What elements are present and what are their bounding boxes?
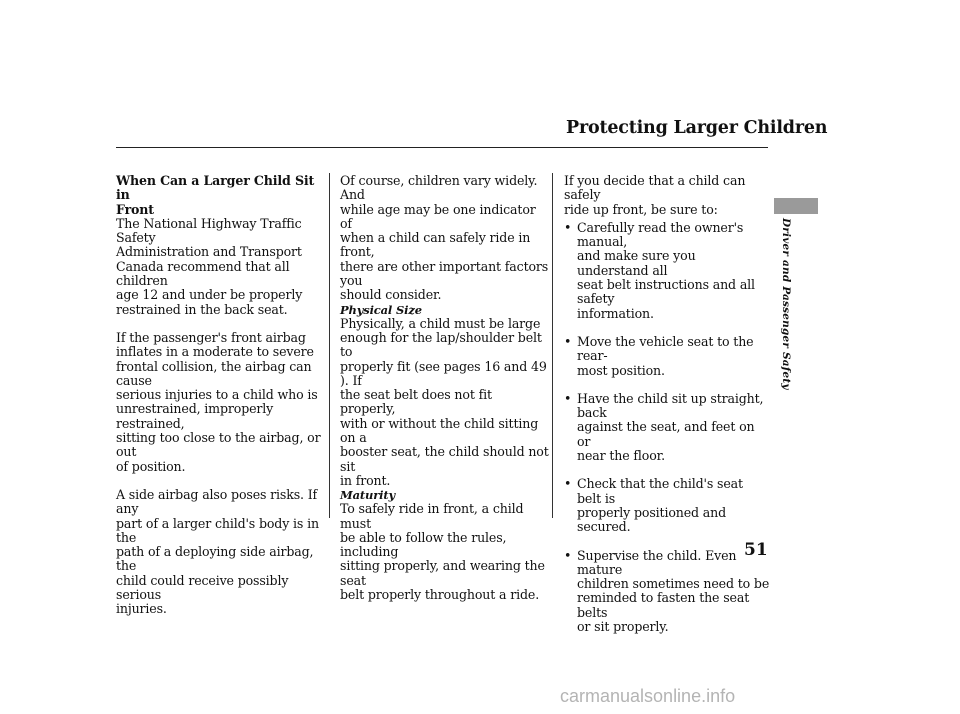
list-item xyxy=(564,221,770,321)
list-item-text: Supervise the child. Even mature children sometimes need to be reminded to fasten the seat belts or sit properly. xyxy=(577,547,770,635)
bullet-icon: • xyxy=(564,547,572,563)
list-item-text: Carefully read the owner's manual, and make sure you understand all seat belt instructions and all safety information. xyxy=(577,219,755,321)
safety-checklist xyxy=(564,221,770,634)
section-heading-larger-child-front: When Can a Larger Child Sit in Front xyxy=(116,173,315,217)
list-item-text: Move the vehicle seat to the rear- most position. xyxy=(577,333,754,378)
header-rule xyxy=(116,147,768,148)
paragraph-side-airbag-risk: A side airbag also poses risks. If any part of a larger child's body is in the path of a deploying side airbag, the child could receive possibly serious injuries. xyxy=(116,486,319,617)
paragraph-children-vary: Of course, children vary widely. And while age may be one indicator of when a child can safely ride in front, there are other important factors you should consider. xyxy=(340,173,549,303)
list-item-text: Have the child sit up straight, back against the seat, and feet on or near the floor. xyxy=(577,390,764,464)
page-number: 51 xyxy=(744,540,768,560)
page-title: Protecting Larger Children xyxy=(566,118,828,138)
list-item xyxy=(564,392,770,463)
subheading-maturity: Maturity xyxy=(340,488,396,503)
list-item-text: Check that the child's seat belt is properly positioned and secured. xyxy=(577,476,743,535)
watermark-text: carmanualsonline.info xyxy=(560,686,736,706)
paragraph-maturity: To safely ride in front, a child must be able to follow the rules, including sitting properly, and wearing the seat belt properly throughout a ride. xyxy=(340,501,545,603)
subheading-physical-size: Physical Size xyxy=(340,302,422,317)
bullet-icon: • xyxy=(564,333,572,349)
paragraph-front-airbag-risk: If the passenger's front airbag inflates in a moderate to severe frontal collision, the airbag can cause serious injuries to a child who is unrestrained, improperly restrained, sitting too close to the airbag, or out of position. xyxy=(116,329,321,474)
list-item xyxy=(564,477,770,534)
bullet-icon: • xyxy=(564,476,572,492)
column-divider-2 xyxy=(552,173,553,518)
column-1 xyxy=(116,174,326,617)
paragraph-ride-up-front: If you decide that a child can safely ride up front, be sure to: xyxy=(564,173,746,217)
section-tab xyxy=(774,198,818,214)
column-2 xyxy=(340,174,550,602)
column-divider-1 xyxy=(329,173,330,518)
list-item xyxy=(564,549,770,635)
bullet-icon: • xyxy=(564,390,572,406)
paragraph-physical-size: Physically, a child must be large enough for the lap/shoulder belt to properly fit (see pages 16 and 49 ). If the seat belt does not fit properly, with or without the child sitting on a booster seat, the child should not sit in front. xyxy=(340,315,549,488)
list-item xyxy=(564,335,770,378)
bullet-icon: • xyxy=(564,219,572,235)
section-side-label: Driver and Passenger Safety xyxy=(780,218,792,390)
column-3 xyxy=(564,174,770,648)
paragraph-nhtsa-recommendation: The National Highway Traffic Safety Administration and Transport Canada recommend that all children age 12 and under be properly restrained in the back seat. xyxy=(116,215,303,317)
